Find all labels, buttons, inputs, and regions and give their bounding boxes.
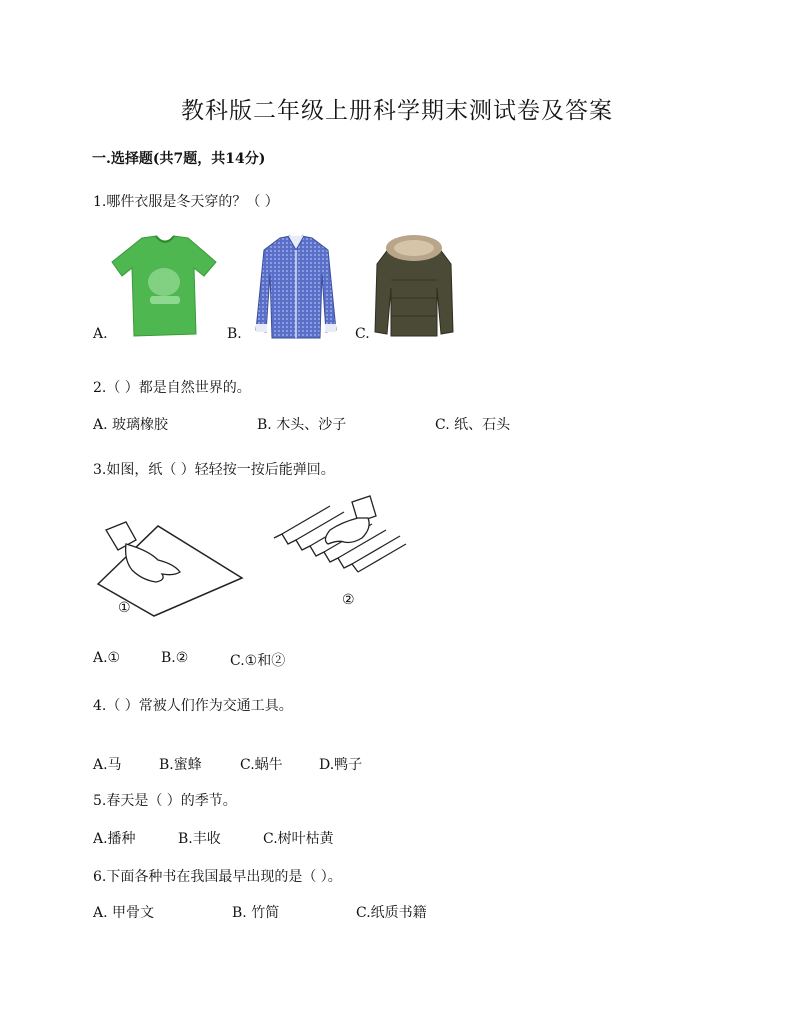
figure-1-label: ① (118, 600, 131, 616)
shirt-image (254, 234, 338, 340)
q5-option-a: A.播种 (93, 831, 136, 847)
q6-option-b: B. 竹简 (232, 905, 280, 921)
q6-option-a: A. 甲骨文 (93, 905, 155, 921)
question-5: 5.春天是（ ）的季节。 (93, 793, 237, 809)
question-2: 2.（ ）都是自然世界的。 (93, 380, 251, 396)
q4-option-c: C.蜗牛 (240, 757, 283, 773)
q3-option-a: A.① (93, 650, 121, 666)
q2-option-b: B. 木头、沙子 (257, 417, 347, 433)
q3-option-c: C.①和② (230, 653, 286, 669)
question-3: 3.如图，纸（ ）轻轻按一按后能弹回。 (93, 462, 335, 478)
folded-paper-figure (272, 494, 408, 574)
page-title: 教科版二年级上册科学期末测试卷及答案 (181, 98, 613, 124)
tshirt-image (112, 232, 218, 338)
q1-option-b-label: B. (227, 326, 242, 342)
q5-option-c: C.树叶枯黄 (263, 831, 334, 847)
q4-option-a: A.马 (93, 757, 122, 773)
q3-option-b: B.② (161, 650, 189, 666)
q1-option-a-label: A. (93, 326, 108, 342)
q6-option-c: C.纸质书籍 (356, 905, 427, 921)
section-heading: 一.选择题(共7题，共14分) (92, 151, 266, 167)
question-1: 1.哪件衣服是冬天穿的？（ ） (93, 194, 279, 210)
q2-option-c: C. 纸、石头 (435, 417, 511, 433)
question-4: 4.（ ）常被人们作为交通工具。 (93, 698, 293, 714)
q2-option-a: A. 玻璃橡胶 (93, 417, 169, 433)
q5-option-b: B.丰收 (178, 831, 221, 847)
q4-option-b: B.蜜蜂 (159, 757, 202, 773)
jacket-image (375, 234, 453, 338)
q4-option-d: D.鸭子 (319, 757, 363, 773)
figure-2-label: ② (342, 592, 355, 608)
q1-option-c-label: C. (355, 326, 370, 342)
question-6: 6.下面各种书在我国最早出现的是（ ）。 (93, 869, 342, 885)
